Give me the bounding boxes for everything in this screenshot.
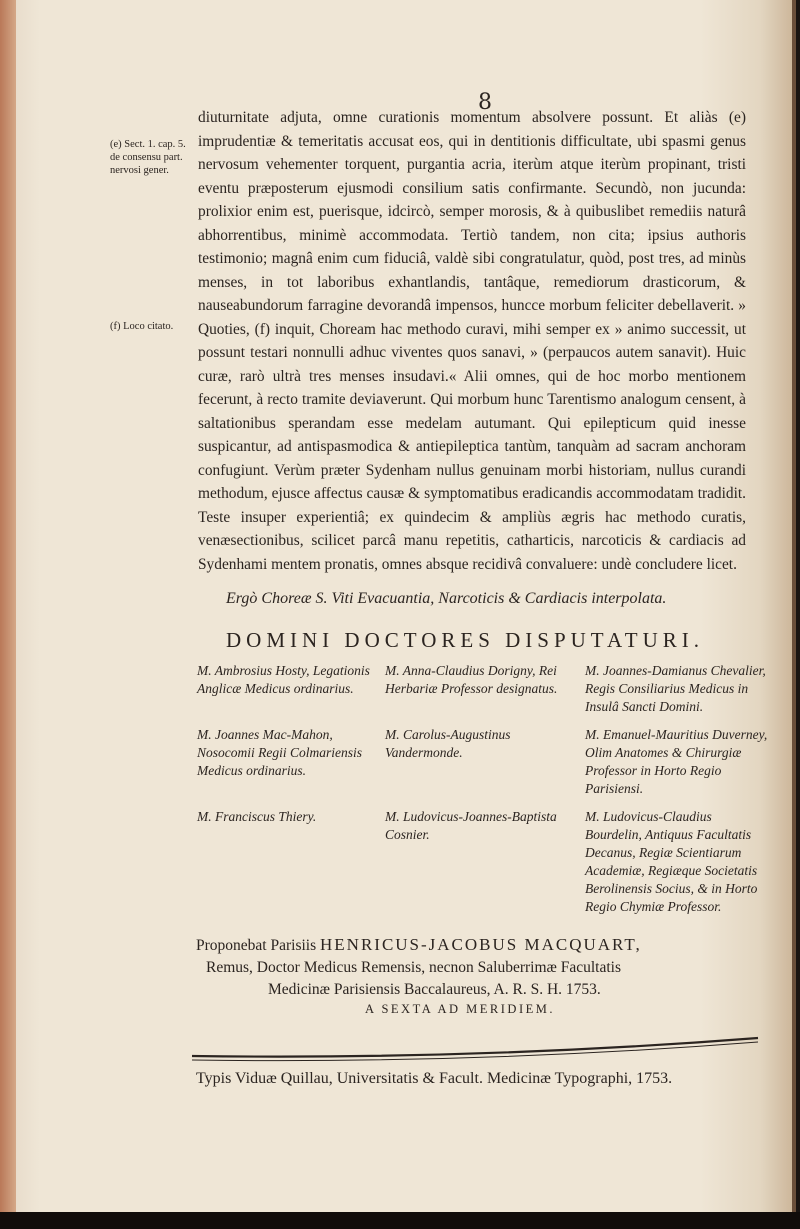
doctor-entry: M. Carolus-Augustinus Vandermonde. <box>385 727 511 760</box>
thesis-statement: Ergò Choreæ S. Viti Evacuantia, Narcoticis & Cardiacis interpolata. <box>226 590 667 607</box>
proposer-block <box>196 934 768 1001</box>
margin-note-e: (e) Sect. 1. cap. 5. de consensu part. nervosi gener. <box>110 139 186 176</box>
ornamental-rule <box>190 1030 760 1064</box>
doctor-entry: M. Ludovicus-Claudius Bourdelin, Antiquus Facultatis Decanus, Regiæ Scientiarum Academiæ, Regiæque Societatis Berolinensis Socius, & in Horto Regio Chymiæ Professor. <box>585 809 758 914</box>
page-gutter-edge <box>0 0 16 1212</box>
doctor-entry: M. Ludovicus-Joannes-Baptista Cosnier. <box>385 809 557 842</box>
proposer-prefix: Proponebat Parisiis <box>196 937 317 954</box>
proposer-line-2: Remus, Doctor Medicus Remensis, necnon Saluberrimæ Facultatis <box>206 959 621 976</box>
doctor-entry: M. Ambrosius Hosty, Legationis Anglicæ Medicus ordinarius. <box>197 663 370 696</box>
page-number: 8 <box>478 90 492 115</box>
printer-imprint: Typis Viduæ Quillau, Universitatis & Facult. Medicinæ Typographi, 1753. <box>196 1070 673 1087</box>
doctors-list <box>197 662 777 916</box>
proposer-line-3: Medicinæ Parisiensis Baccalaureus, A. R. S. H. 1753. <box>268 981 601 998</box>
doctor-entry: M. Emanuel-Mauritius Duverney, Olim Anatomes & Chirurgiæ Professor in Horto Regio Parisiensi. <box>585 727 768 796</box>
doctor-entry: M. Joannes-Damianus Chevalier, Regis Consiliarius Medicus in Insulâ Sancti Domini. <box>585 663 766 714</box>
doctor-entry: M. Anna-Claudius Dorigny, Rei Herbariæ Professor designatus. <box>385 663 558 696</box>
proposer-name: HENRICUS-JACOBUS MACQUART, <box>320 935 642 954</box>
doctors-heading: DOMINI DOCTORES DISPUTATURI. <box>226 628 705 652</box>
doctor-entry: M. Franciscus Thiery. <box>197 809 317 824</box>
scan-background <box>0 1212 800 1229</box>
doctor-entry: M. Joannes Mac-Mahon, Nosocomii Regii Colmariensis Medicus ordinarius. <box>197 727 362 778</box>
body-text: diuturnitate adjuta, omne curationis momentum absolvere possunt. Et aliàs (e) imprudentiæ & temeritatis accusat eos, qui in dentitionis difficultate, ubi spasmi genus nervosum vehementer torquent, purgantia acria, iterùm atque iterùm propinant, tristi eventu præposterum ejusmodi consilium satis confirmante. Secundò, non jucunda: prolixior enim est, puerisque, idcircò, semper morosis, & à quibuslibet remediis naturâ abhorrentibus, minimè accommodata. Tertiò tandem, non cita; ipsius authoris testimonio; magnâ enim cum fiduciâ, valdè sibi congratulatur, quòd, post tres, ad minùs menses, in tot laboribus exhantlandis, tantâque, remediorum drasticorum, & nauseabundorum farragine devorandâ impensos, huncce morbum feliciter debellaverit. » Quoties, (f) inquit, Choream hac methodo curavi, mihi semper ex » animo successit, ut possunt testari nonnulli adhuc viventes quos sanavi, » (perpaucos autem sanavit). Huic curæ, rarò ultrà tres menses insudavi.« Alii omnes, qui de hoc morbo mentionem fecerunt, à recto tramite deviaverunt. Qui morbum hunc Tarentismo analogum censent, à saltationibus sperandam esse medelam autumant. Qui epilepticum quid inesse suspicantur, ad antispasmodica & antiepileptica tantùm, tanquàm ad sacram anchoram confugiunt. Verùm præter Sydenham nullus genuinam morbi historiam, nullus curandi methodum, ejusce affectus causæ & symptomatibus eradicandis accommodatam tradidit. Teste insuper experientiâ; ex quindecim & ampliùs ægris hac methodo curatis, venæsectionibus, scilicet parcâ manu repetitis, catharticis, narcoticis & cardiacis ad Sydenhami mentem pronatis, omnes absque recidivâ convaluere: undè concludere licet. <box>198 109 746 573</box>
margin-note-f: (f) Loco citato. <box>110 321 174 332</box>
disputation-hour: A SEXTA AD MERIDIEM. <box>365 1002 555 1016</box>
